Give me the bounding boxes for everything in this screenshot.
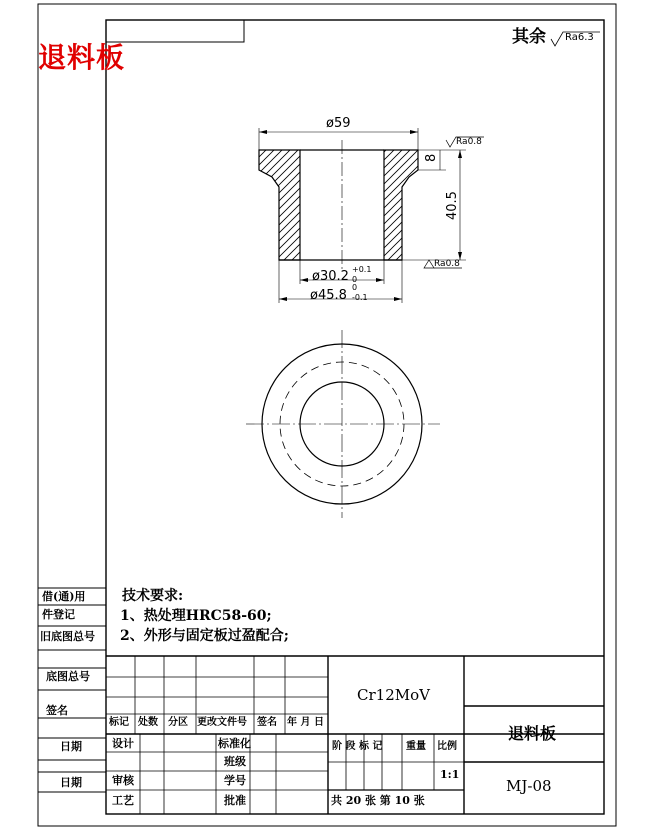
left-wall-hatch	[259, 150, 300, 260]
roughness-top-label: Ra0.8	[456, 137, 482, 147]
part-name: 退料板	[508, 724, 557, 743]
design-label: 设计	[112, 737, 134, 750]
strip-label-4: 底图总号	[46, 670, 90, 683]
rev-header-docno: 更改文件号	[197, 717, 247, 728]
dim-outer-tol-lower: -0.1	[352, 293, 368, 302]
requirement-item-2: 2、外形与固定板过盈配合;	[120, 628, 289, 644]
strip-label-1: 借(通)用	[42, 590, 86, 603]
dim-bore-tol-upper: +0.1	[352, 265, 372, 274]
dim-outer: ø45.8	[310, 288, 347, 303]
requirements-heading: 技术要求:	[122, 588, 184, 604]
dim-outer-tol-upper: 0	[352, 283, 358, 292]
standardize-label: 标准化	[218, 737, 251, 750]
scale-label: 比例	[437, 741, 457, 752]
strip-label-3: 旧底图总号	[40, 630, 95, 643]
dim-flange: 8	[424, 153, 439, 162]
right-wall-hatch	[384, 150, 418, 260]
sheet-count: 共 20 张 第 10 张	[331, 794, 425, 807]
process-label: 工艺	[112, 794, 134, 807]
rev-header-zone: 分区	[168, 717, 188, 728]
dim-height: 40.5	[445, 191, 460, 220]
class-label: 班级	[224, 755, 246, 768]
scale-value: 1:1	[440, 768, 460, 781]
approve-label: 批准	[224, 794, 246, 807]
stage-labels: 阶 段 标 记	[332, 741, 383, 752]
dim-bore-tol-lower: 0	[352, 275, 358, 284]
check-label: 审核	[112, 774, 134, 787]
strip-label-2: 件登记	[42, 608, 75, 621]
top-left-box	[106, 20, 244, 42]
inner-border	[106, 20, 604, 814]
student-no-label: 学号	[224, 774, 246, 787]
plan-view	[246, 330, 440, 518]
surface-note-value: Ra6.3	[565, 32, 594, 43]
weight-label: 重量	[406, 741, 426, 752]
drawing-number: MJ-08	[506, 777, 552, 795]
rev-header-mark: 标记	[109, 717, 129, 728]
surface-note: 其余	[512, 27, 546, 47]
roughness-bottom-label: Ra0.8	[434, 259, 460, 269]
rev-header-sign: 签名	[257, 717, 277, 728]
requirement-item-1: 1、热处理HRC58-60;	[120, 608, 272, 624]
sheet-title: 退料板	[38, 41, 126, 74]
strip-label-7: 日期	[60, 776, 82, 789]
dim-top-diameter: ø59	[326, 116, 351, 131]
material-value: Cr12MoV	[357, 686, 430, 704]
strip-label-6: 日期	[60, 740, 82, 753]
strip-label-5: 签名	[46, 704, 68, 717]
dim-bore: ø30.2	[312, 269, 349, 284]
rev-header-count: 处数	[138, 717, 158, 728]
rev-header-date: 年 月 日	[287, 717, 324, 728]
